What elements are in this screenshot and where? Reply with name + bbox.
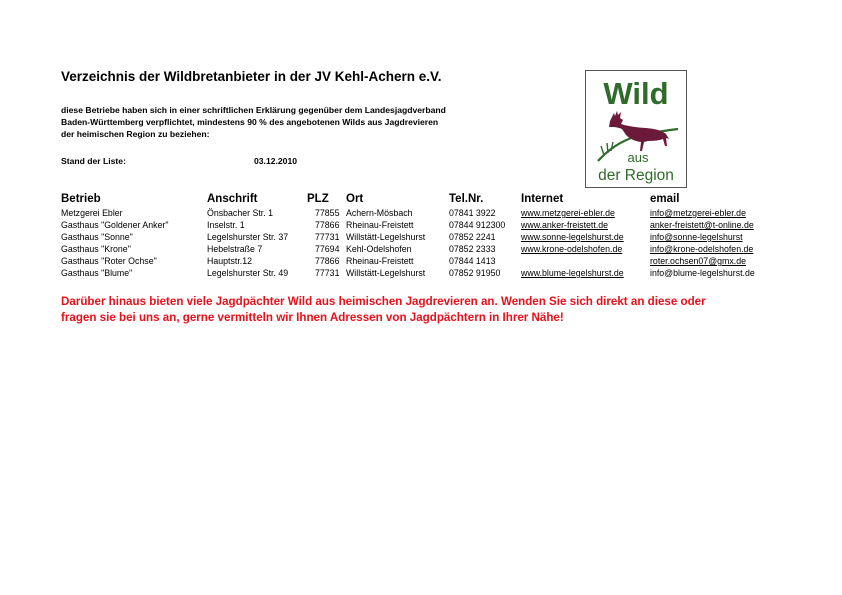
website-link[interactable]: www.metzgerei-ebler.de <box>521 208 615 218</box>
cell-ort: Achern-Mösbach <box>346 208 413 218</box>
cell-tel: 07844 912300 <box>449 220 506 230</box>
stand-date: 03.12.2010 <box>254 156 298 166</box>
cell-tel: 07852 2333 <box>449 244 496 254</box>
cell-anschrift: Hauptstr.12 <box>207 256 252 266</box>
cell-ort: Willstätt-Legelshurst <box>346 268 426 278</box>
col-header-betrieb: Betrieb <box>61 193 101 205</box>
logo-graphic <box>586 71 686 187</box>
cell-betrieb: Gasthaus "Krone" <box>61 244 131 254</box>
logo-word-wild: Wild <box>603 76 669 111</box>
website-link[interactable]: www.anker-freistett.de <box>521 220 609 230</box>
notice-line: Darüber hinaus bieten viele Jagdpächter Wild aus heimischen Jagdrevieren an. Wenden Sie sich direkt an diese oder <box>61 295 706 308</box>
col-header-tel: Tel.Nr. <box>449 193 484 205</box>
table-row <box>0 244 842 256</box>
cell-tel: 07852 91950 <box>449 268 501 278</box>
cell-plz: 77731 <box>315 232 340 242</box>
cell-anschrift: Inselstr. 1 <box>207 220 245 230</box>
logo-word-region: der Region <box>598 167 674 184</box>
col-header-plz: PLZ <box>307 193 329 205</box>
cell-ort: Kehl-Odelshofen <box>346 244 412 254</box>
cell-betrieb: Metzgerei Ebler <box>61 208 123 218</box>
table-row <box>0 256 842 268</box>
website-link[interactable]: www.blume-legelshurst.de <box>521 268 624 278</box>
cell-anschrift: Önsbacher Str. 1 <box>207 208 274 218</box>
table-row <box>0 268 842 280</box>
cell-tel: 07852 2241 <box>449 232 496 242</box>
cell-betrieb: Gasthaus "Goldener Anker" <box>61 220 169 230</box>
page-title: Verzeichnis der Wildbretanbieter in der JV Kehl-Achern e.V. <box>61 69 442 84</box>
notice-text <box>61 294 706 325</box>
notice-line: fragen sie bei uns an, gerne vermitteln wir Ihnen Adressen von Jagdpächtern in Ihrer Nähe! <box>61 310 564 324</box>
cell-ort: Willstätt-Legelshurst <box>346 232 426 242</box>
intro-line: diese Betriebe haben sich in einer schriftlichen Erklärung gegenüber dem Landesjagdverband <box>61 105 446 115</box>
col-header-ort: Ort <box>346 193 364 205</box>
website-link[interactable]: www.sonne-legelshurst.de <box>521 232 624 242</box>
logo-word-aus: aus <box>627 150 649 165</box>
cell-plz: 77866 <box>315 256 340 266</box>
cell-anschrift: Legelshurster Str. 49 <box>207 268 289 278</box>
cell-plz: 77855 <box>315 208 340 218</box>
email-text: info@blume-legelshurst.de <box>650 268 755 278</box>
email-link[interactable]: info@metzgerei-ebler.de <box>650 208 746 218</box>
col-header-email: email <box>650 193 680 205</box>
cell-tel: 07841 3922 <box>449 208 496 218</box>
intro-line: Baden-Württemberg verpflichtet, mindestens 90 % des angebotenen Wilds aus Jagdrevieren <box>61 117 439 128</box>
cell-plz: 77731 <box>315 268 340 278</box>
email-link[interactable]: info@sonne-legelshurst <box>650 232 743 242</box>
intro-text <box>61 104 446 141</box>
email-link[interactable]: roter.ochsen07@gmx.de <box>650 256 746 266</box>
email-link[interactable]: info@krone-odelshofen.de <box>650 244 754 254</box>
table-row <box>0 220 842 232</box>
stand-label: Stand der Liste: <box>61 156 126 166</box>
cell-tel: 07844 1413 <box>449 256 496 266</box>
cell-plz: 77866 <box>315 220 340 230</box>
website-link[interactable]: www.krone-odelshofen.de <box>521 244 623 254</box>
cell-ort: Rheinau-Freistett <box>346 220 414 230</box>
table-row <box>0 232 842 244</box>
cell-betrieb: Gasthaus "Blume" <box>61 268 133 278</box>
intro-line: der heimischen Region zu beziehen: <box>61 129 210 140</box>
col-header-internet: Internet <box>521 193 564 205</box>
cell-betrieb: Gasthaus "Sonne" <box>61 232 133 242</box>
cell-ort: Rheinau-Freistett <box>346 256 414 266</box>
cell-anschrift: Legelshurster Str. 37 <box>207 232 289 242</box>
cell-plz: 77694 <box>315 244 340 254</box>
wild-aus-der-region-logo <box>585 70 687 188</box>
col-header-anschrift: Anschrift <box>207 193 258 205</box>
cell-anschrift: Hebelstraße 7 <box>207 244 263 254</box>
cell-betrieb: Gasthaus "Roter Ochse" <box>61 256 157 266</box>
email-link[interactable]: anker-freistett@t-online.de <box>650 220 754 230</box>
table-row <box>0 208 842 220</box>
